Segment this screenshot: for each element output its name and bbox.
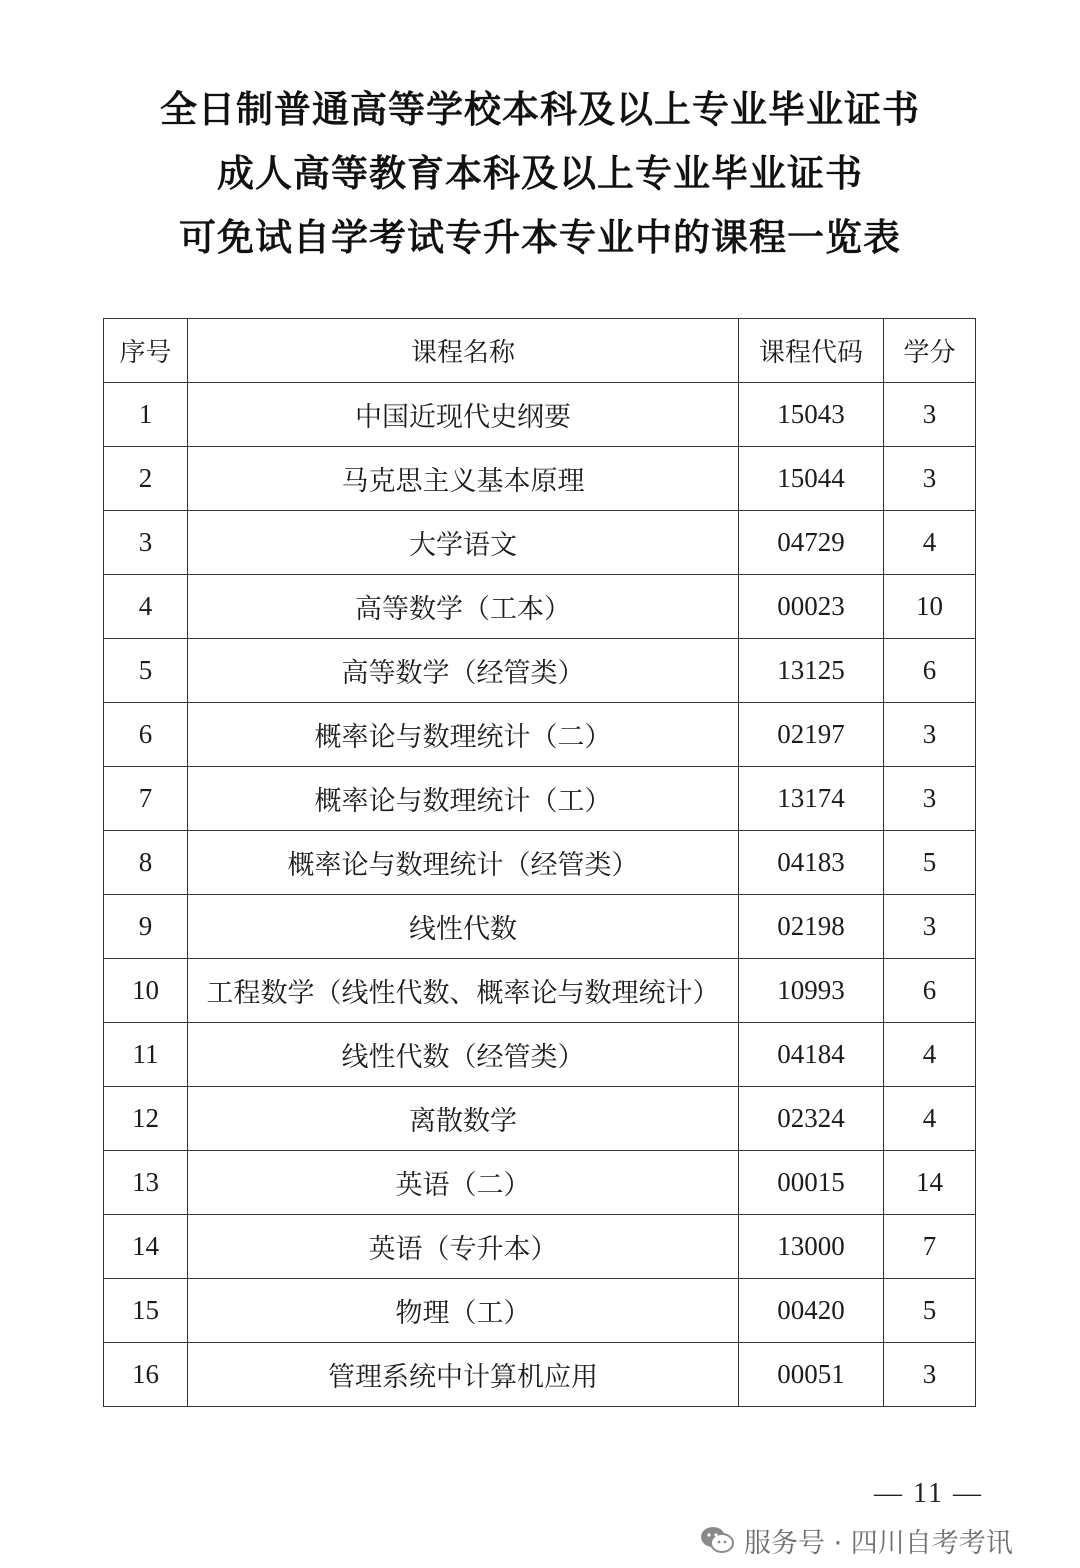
row-course-name: 高等数学（工本） xyxy=(188,575,739,639)
row-index: 11 xyxy=(104,1023,188,1087)
row-credit: 6 xyxy=(884,959,976,1023)
row-course-code: 02198 xyxy=(739,895,884,959)
table-row xyxy=(104,959,976,1023)
row-index: 8 xyxy=(104,831,188,895)
row-course-name: 大学语文 xyxy=(188,511,739,575)
row-index: 12 xyxy=(104,1087,188,1151)
document-title xyxy=(0,78,1080,270)
table-row xyxy=(104,447,976,511)
row-index: 5 xyxy=(104,639,188,703)
row-index: 13 xyxy=(104,1151,188,1215)
table-row xyxy=(104,831,976,895)
row-course-name: 工程数学（线性代数、概率论与数理统计） xyxy=(188,959,739,1023)
row-credit: 3 xyxy=(884,767,976,831)
row-credit: 7 xyxy=(884,1215,976,1279)
table-row xyxy=(104,1279,976,1343)
row-course-name: 离散数学 xyxy=(188,1087,739,1151)
row-credit: 3 xyxy=(884,1343,976,1407)
row-index: 4 xyxy=(104,575,188,639)
row-credit: 4 xyxy=(884,1023,976,1087)
row-index: 10 xyxy=(104,959,188,1023)
header-credit: 学分 xyxy=(884,319,976,383)
row-index: 16 xyxy=(104,1343,188,1407)
title-line-1: 全日制普通高等学校本科及以上专业毕业证书 xyxy=(160,88,920,131)
row-credit: 4 xyxy=(884,1087,976,1151)
header-course-code: 课程代码 xyxy=(739,319,884,383)
row-course-name: 马克思主义基本原理 xyxy=(188,447,739,511)
table-body xyxy=(104,383,976,1407)
row-course-name: 线性代数 xyxy=(188,895,739,959)
row-course-code: 10993 xyxy=(739,959,884,1023)
row-course-name: 线性代数（经管类） xyxy=(188,1023,739,1087)
table-header-row xyxy=(104,319,976,383)
row-course-code: 02197 xyxy=(739,703,884,767)
table-row xyxy=(104,767,976,831)
row-course-name: 概率论与数理统计（工） xyxy=(188,767,739,831)
row-credit: 3 xyxy=(884,895,976,959)
table-row xyxy=(104,1023,976,1087)
row-course-code: 04183 xyxy=(739,831,884,895)
watermark-text: 服务号 · 四川自考考讯 xyxy=(744,1527,1013,1559)
row-course-code: 00015 xyxy=(739,1151,884,1215)
page-number: — 11 — xyxy=(874,1478,983,1509)
row-course-code: 00051 xyxy=(739,1343,884,1407)
row-index: 2 xyxy=(104,447,188,511)
row-course-name: 高等数学（经管类） xyxy=(188,639,739,703)
wechat-icon xyxy=(700,1526,734,1554)
row-index: 6 xyxy=(104,703,188,767)
row-course-code: 00420 xyxy=(739,1279,884,1343)
table-row xyxy=(104,511,976,575)
table-row xyxy=(104,1215,976,1279)
row-course-code: 04729 xyxy=(739,511,884,575)
row-course-name: 中国近现代史纲要 xyxy=(188,383,739,447)
table-row xyxy=(104,639,976,703)
header-course-name: 课程名称 xyxy=(188,319,739,383)
row-course-code: 13174 xyxy=(739,767,884,831)
header-index: 序号 xyxy=(104,319,188,383)
row-index: 3 xyxy=(104,511,188,575)
row-index: 15 xyxy=(104,1279,188,1343)
row-index: 9 xyxy=(104,895,188,959)
row-course-name: 概率论与数理统计（经管类） xyxy=(188,831,739,895)
row-course-code: 15043 xyxy=(739,383,884,447)
row-course-name: 英语（二） xyxy=(188,1151,739,1215)
row-course-code: 13000 xyxy=(739,1215,884,1279)
row-course-code: 02324 xyxy=(739,1087,884,1151)
table-row xyxy=(104,1151,976,1215)
table-row xyxy=(104,383,976,447)
table-row xyxy=(104,575,976,639)
row-credit: 5 xyxy=(884,1279,976,1343)
course-table xyxy=(103,318,976,1407)
row-course-name: 管理系统中计算机应用 xyxy=(188,1343,739,1407)
title-line-3: 可免试自学考试专升本专业中的课程一览表 xyxy=(179,216,901,259)
row-index: 14 xyxy=(104,1215,188,1279)
row-course-name: 英语（专升本） xyxy=(188,1215,739,1279)
row-index: 7 xyxy=(104,767,188,831)
row-course-code: 00023 xyxy=(739,575,884,639)
row-credit: 14 xyxy=(884,1151,976,1215)
row-credit: 3 xyxy=(884,447,976,511)
row-course-code: 13125 xyxy=(739,639,884,703)
row-course-name: 概率论与数理统计（二） xyxy=(188,703,739,767)
row-credit: 3 xyxy=(884,703,976,767)
table-row xyxy=(104,1343,976,1407)
table-row xyxy=(104,895,976,959)
row-index: 1 xyxy=(104,383,188,447)
row-credit: 3 xyxy=(884,383,976,447)
title-line-2: 成人高等教育本科及以上专业毕业证书 xyxy=(217,152,863,195)
row-credit: 10 xyxy=(884,575,976,639)
table-row xyxy=(104,703,976,767)
watermark xyxy=(700,1520,1013,1560)
row-course-code: 04184 xyxy=(739,1023,884,1087)
row-credit: 6 xyxy=(884,639,976,703)
row-credit: 4 xyxy=(884,511,976,575)
row-credit: 5 xyxy=(884,831,976,895)
row-course-name: 物理（工） xyxy=(188,1279,739,1343)
row-course-code: 15044 xyxy=(739,447,884,511)
table-row xyxy=(104,1087,976,1151)
